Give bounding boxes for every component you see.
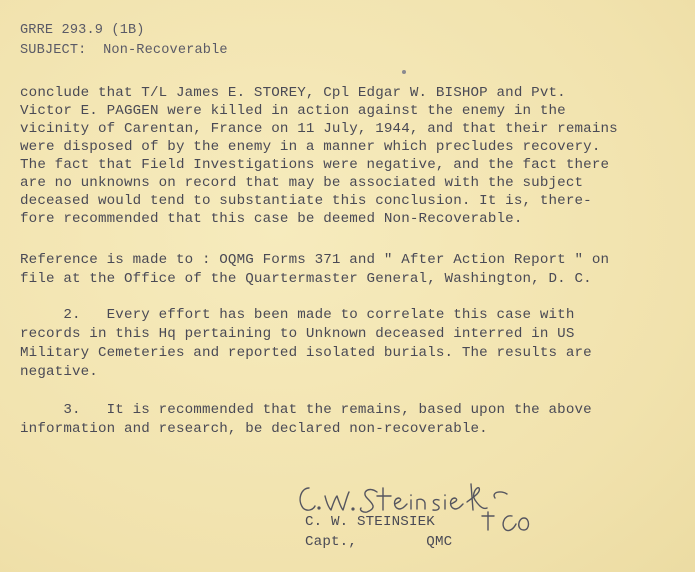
paragraph-1-line: conclude that T/L James E. STOREY, Cpl Edgar W. BISHOP and Pvt.	[20, 85, 566, 101]
file-reference: GRRE 293.9 (1B)	[20, 23, 145, 38]
paragraph-3-line: 3. It is recommended that the remains, based upon the above	[20, 402, 592, 418]
signer-title: Capt., QMC	[305, 534, 453, 550]
paragraph-1-line: Victor E. PAGGEN were killed in action against the enemy in the	[20, 103, 566, 119]
paragraph-1-line: deceased would tend to substantiate this conclusion. It is, there-	[20, 193, 592, 209]
paragraph-2-line: 2. Every effort has been made to correlate this case with	[20, 307, 575, 323]
paragraph-2-line: negative.	[20, 364, 98, 380]
paragraph-1-line: were disposed of by the enemy in a manner which precludes recovery.	[20, 139, 601, 155]
paragraph-3-line: information and research, be declared non-recoverable.	[20, 421, 488, 437]
ink-speck	[402, 70, 406, 74]
reference-line: Reference is made to : OQMG Forms 371 and " After Action Report " on	[20, 252, 610, 268]
signer-name: C. W. STEINSIEK	[305, 514, 435, 530]
subject-line: SUBJECT: Non-Recoverable	[20, 43, 228, 58]
paragraph-2-line: records in this Hq pertaining to Unknown deceased interred in US	[20, 326, 575, 342]
paragraph-1-line: The fact that Field Investigations were negative, and the fact there	[20, 157, 610, 173]
paragraph-1-line: vicinity of Carentan, France on 11 July, 1944, and that their remains	[20, 121, 618, 137]
paragraph-1-line: are no unknowns on record that may be associated with the subject	[20, 175, 584, 191]
handwritten-initials-mark	[478, 508, 534, 534]
paragraph-1-line: fore recommended that this case be deemed Non-Recoverable.	[20, 211, 523, 227]
reference-line: file at the Office of the Quartermaster General, Washington, D. C.	[20, 271, 592, 287]
paragraph-2-line: Military Cemeteries and reported isolated burials. The results are	[20, 345, 592, 361]
